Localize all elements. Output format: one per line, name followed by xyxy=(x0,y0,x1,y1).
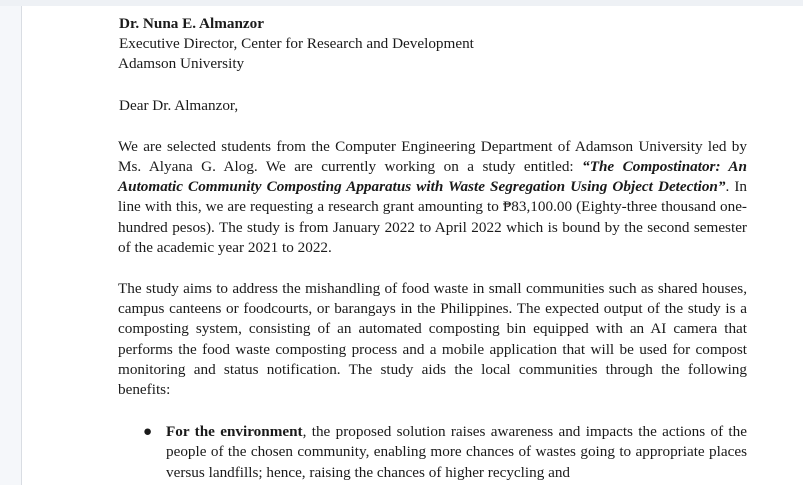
left-margin-ruler xyxy=(0,6,22,485)
bullet-dot-icon: ● xyxy=(143,423,153,441)
recipient-name: Dr. Nuna E. Almanzor xyxy=(119,15,264,32)
recipient-institution: Adamson University xyxy=(118,55,245,73)
intro-grant-text: . In line with this, we are requesting a research grant amounting to ₱83,100.00 (Eighty-three thousand one-hundred pesos). The study is from January 2022 to April 2022 which is bound by the second semester of the academic year 2021 to 2022. xyxy=(118,178,747,256)
recipient-position: Executive Director, Center for Research and Development xyxy=(119,35,474,53)
letter-body xyxy=(118,14,747,483)
document-page xyxy=(22,6,803,485)
study-title: “The Compostinator: An Automatic Community Composting Apparatus with Waste Segregation Using Object Detection” xyxy=(118,158,747,196)
benefit-label: For the environment xyxy=(166,423,303,441)
salutation: Dear Dr. Almanzor, xyxy=(119,96,239,114)
paragraph-study-aims: The study aims to address the mishandling of food waste in small communities such as shared houses, campus canteens or foodcourts, or barangays in the Philippines. The expected output of the study is a composting system, consisting of an automated composting bin equipped with an AI camera that performs the food waste composting process and a mobile application that will be used for compost monitoring and status notification. The study aids the local communities through the following benefits: xyxy=(118,280,747,399)
benefit-text: , the proposed solution raises awareness and impacts the actions of the people of the chosen community, enabling more chances of wastes going to appropriate places versus landfills; hence, raising the chances of higher recycling and xyxy=(166,423,747,481)
intro-text: We are selected students from the Computer Engineering Department of Adamson University led by Ms. Alyana G. Alog. We are currently working on a study entitled: xyxy=(118,137,747,176)
benefits-list xyxy=(118,422,747,483)
benefit-item-environment xyxy=(118,422,747,483)
paragraph-introduction xyxy=(118,137,747,258)
